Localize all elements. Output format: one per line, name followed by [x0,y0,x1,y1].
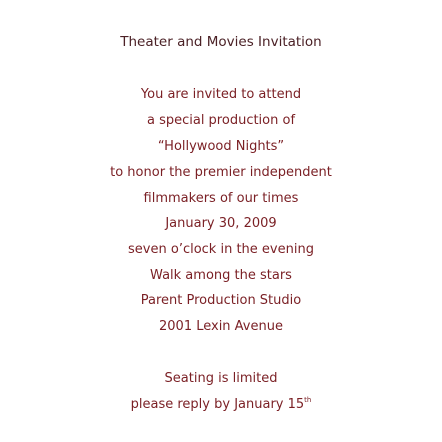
rsvp-text: please reply by January 15 [130,397,305,412]
rsvp-line [0,397,442,413]
venue-name: Parent Production Studio [140,293,302,308]
invitation-line: Walk among the stars [150,268,292,283]
event-time: seven o’clock in the evening [128,242,314,257]
seating-note: Seating is limited [164,371,278,386]
invitation-line: You are invited to attend [140,87,302,102]
invitation-title: Theater and Movies Invitation [120,34,322,50]
rsvp-ordinal-suffix: th [304,395,312,404]
venue-address: 2001 Lexin Avenue [159,319,283,334]
invitation-line: filmmakers of our times [143,191,299,206]
invitation-line: to honor the premier independent [110,165,332,180]
event-date: January 30, 2009 [165,216,277,231]
invitation-line: a special production of [146,113,296,128]
event-name: “Hollywood Nights” [157,139,285,154]
